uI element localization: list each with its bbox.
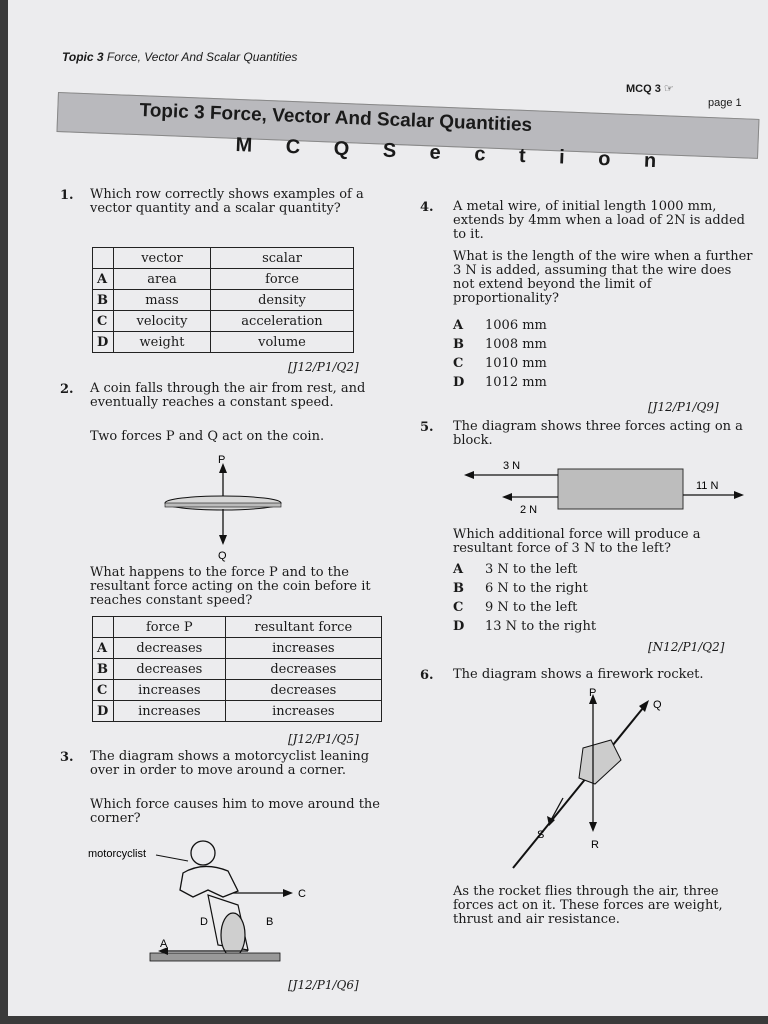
banner-title: Topic 3 Force, Vector And Scalar Quantities	[139, 100, 533, 137]
rocket-diagram	[503, 688, 683, 878]
running-header: Topic 3 Force, Vector And Scalar Quantities	[62, 50, 298, 64]
textbook-page	[8, 0, 768, 1016]
p-force-label: P	[589, 688, 597, 699]
q5-question: Which additional force will produce a resultant force of 3 N to the left?	[453, 527, 701, 556]
q4-text-2: What is the length of the wire when a further 3 N is added, assuming that the wire does not extend beyond the limit of proportionality?	[453, 249, 753, 306]
c-label: C	[298, 888, 306, 900]
q5-option-d: D 13 N to the right	[453, 619, 597, 634]
q1-number: 1.	[60, 188, 74, 203]
q2-text: A coin falls through the air from rest, and eventually reaches a constant speed.	[90, 381, 366, 410]
q2-text-2: Two forces P and Q act on the coin.	[90, 429, 325, 444]
q6-number: 6.	[420, 668, 434, 683]
motorcyclist-diagram	[88, 835, 318, 975]
q2-question: What happens to the force P and to the resultant force acting on the coin before it reaches constant speed?	[90, 565, 371, 608]
q3-text-2: Which force causes him to move around the corner?	[90, 797, 380, 826]
q4-number: 4.	[420, 200, 434, 215]
q2-number: 2.	[60, 382, 74, 397]
q5-options	[453, 562, 596, 638]
q4-option-b: B 1008 mm	[453, 337, 547, 352]
q4-option-a: A 1006 mm	[453, 318, 547, 333]
mcq-label: MCQ 3 ☞	[626, 83, 674, 95]
force-11n-label: 11 N	[696, 480, 719, 492]
motorcyclist-label: motorcyclist	[88, 848, 147, 860]
q6-text-2: As the rocket flies through the air, three forces act on it. These forces are weight, thrust and air resistance.	[453, 884, 723, 927]
q5-number: 5.	[420, 420, 434, 435]
q4-options	[453, 318, 547, 394]
q2-table: force P resultant force A decreases increases B decreases decreases C increases decreases D increases increases	[92, 616, 382, 722]
section-title: M C Q S e c t i o n	[235, 134, 671, 173]
q-force-label: Q	[653, 699, 662, 711]
q4-option-c: C 1010 mm	[453, 356, 547, 371]
q5-option-c: C 9 N to the left	[453, 600, 578, 615]
q4-option-d: D 1012 mm	[453, 375, 547, 390]
p-label: P	[218, 455, 226, 466]
force-2n-label: 2 N	[520, 504, 538, 516]
q5-reference: [N12/P1/Q2]	[648, 640, 725, 654]
s-force-label: S	[537, 829, 545, 841]
block-forces-diagram	[458, 455, 748, 520]
q6-text: The diagram shows a firework rocket.	[453, 667, 704, 682]
q1-table: vector scalar A area force B mass density C velocity acceleration D weight volume	[92, 247, 354, 353]
q3-number: 3.	[60, 750, 74, 765]
q5-option-b: B 6 N to the right	[453, 581, 588, 596]
q2-reference: [J12/P1/Q5]	[288, 732, 359, 746]
q5-option-a: A 3 N to the left	[453, 562, 578, 577]
r-force-label: R	[591, 839, 599, 851]
q3-text: The diagram shows a motorcyclist leaning over in order to move around a corner.	[90, 749, 370, 778]
coin-diagram	[158, 455, 298, 565]
force-3n-label: 3 N	[503, 460, 521, 472]
q1-text: Which row correctly shows examples of a vector quantity and a scalar quantity?	[90, 187, 364, 216]
q3-reference: [J12/P1/Q6]	[288, 978, 359, 992]
q4-reference: [J12/P1/Q9]	[648, 400, 719, 414]
q-label: Q	[218, 550, 227, 562]
d-label: D	[200, 916, 208, 928]
page-number: page 1	[708, 97, 742, 109]
q1-reference: [J12/P1/Q2]	[288, 360, 359, 374]
q5-text: The diagram shows three forces acting on a block.	[453, 419, 743, 448]
a-label: A	[160, 938, 168, 950]
q4-text: A metal wire, of initial length 1000 mm, extends by 4mm when a load of 2N is added to it.	[453, 199, 745, 242]
b-label: B	[266, 916, 274, 928]
